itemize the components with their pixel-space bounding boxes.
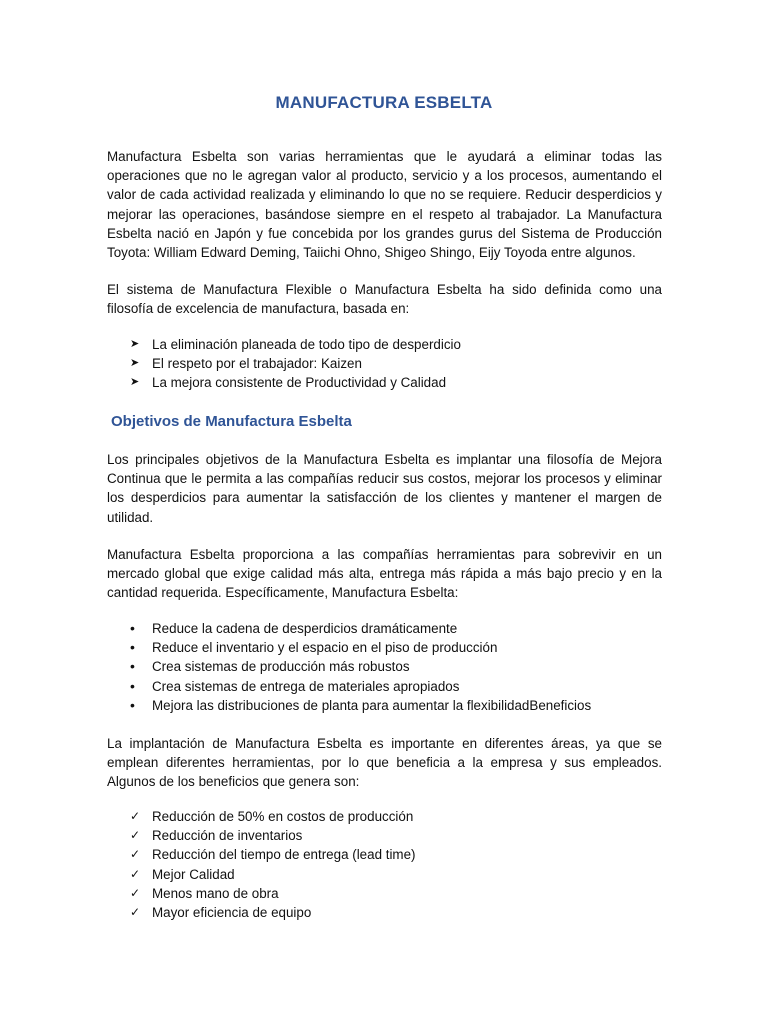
list-item xyxy=(130,619,591,638)
dot-bullet-icon: • xyxy=(130,620,135,636)
list-item-text: Crea sistemas de producción más robustos xyxy=(152,659,410,675)
list-item-text: La mejora consistente de Productividad y Calidad xyxy=(152,375,447,391)
principles-list xyxy=(130,335,461,393)
checkmark-icon: ✓ xyxy=(130,885,141,900)
list-item xyxy=(130,696,591,715)
dot-bullet-icon: • xyxy=(130,658,135,675)
list-item-text: Mejor Calidad xyxy=(152,866,235,882)
page-title: MANUFACTURA ESBELTA xyxy=(275,93,493,112)
list-item-text: Crea sistemas de entrega de materiales apropiados xyxy=(152,678,460,694)
list-item-text: Menos mano de obra xyxy=(152,885,279,901)
arrow-bullet-icon: ➤ xyxy=(130,357,140,370)
list-item-text: Reducción de 50% en costos de producción xyxy=(152,809,414,824)
list-item xyxy=(130,884,416,903)
list-item-text: Mejora las distribuciones de planta para aumentar la flexibilidadBeneficios xyxy=(152,697,592,713)
list-item-text: Reducción de inventarios xyxy=(152,828,303,844)
list-item xyxy=(130,845,416,864)
list-item-text: Reduce la cadena de desperdicios dramáticamente xyxy=(152,621,458,636)
list-item xyxy=(130,335,461,354)
benefits-list xyxy=(130,807,416,922)
list-item xyxy=(130,865,416,884)
section-heading: Objetivos de Manufactura Esbelta xyxy=(111,413,352,430)
list-item xyxy=(130,657,591,676)
dot-bullet-icon: • xyxy=(130,677,135,694)
definition-paragraph: El sistema de Manufactura Flexible o Manufactura Esbelta ha sido definida como una filosofía de excelencia de manufactura, basada en: xyxy=(107,282,662,317)
benefits-tools-list xyxy=(130,619,591,715)
list-item xyxy=(130,903,416,922)
list-item-text: El respeto por el trabajador: Kaizen xyxy=(152,356,362,372)
list-item-text: Reduce el inventario y el espacio en el piso de producción xyxy=(152,640,498,656)
intro-paragraph: Manufactura Esbelta son varias herramientas que le ayudará a eliminar todas las operaciones que no le agregan valor al producto, servicio y a los procesos, aumentando el valor de cada actividad realizada y eliminando lo que no se requiere. Reducir desperdicios y mejorar las operaciones, basándose siempre en el respeto al trabajador. La Manufactura Esbelta nació en Japón y fue concebida por los grandes gurus del Sistema de Producción Toyota: William Edward Deming, Taiichi Ohno, Shigeo Shingo, Eijy Toyoda entre algunos. xyxy=(107,149,662,261)
list-item-text: Reducción del tiempo de entrega (lead time) xyxy=(152,847,416,863)
checkmark-icon: ✓ xyxy=(130,847,141,862)
list-item xyxy=(130,826,416,845)
list-item xyxy=(130,677,591,696)
arrow-bullet-icon: ➤ xyxy=(130,338,140,350)
checkmark-icon: ✓ xyxy=(130,866,141,881)
checkmark-icon: ✓ xyxy=(130,809,141,823)
arrow-bullet-icon: ➤ xyxy=(130,376,140,389)
list-item xyxy=(130,807,416,826)
checkmark-icon: ✓ xyxy=(130,905,141,920)
list-item xyxy=(130,354,461,373)
dot-bullet-icon: • xyxy=(130,696,135,713)
tools-paragraph: Manufactura Esbelta proporciona a las compañías herramientas para sobrevivir en un mercado global que exige calidad más alta, entrega más rápida a más bajo precio y en la cantidad requerida. Específicamente, Manufactura Esbelta: xyxy=(107,547,662,601)
dot-bullet-icon: • xyxy=(130,639,135,656)
list-item-text: Mayor eficiencia de equipo xyxy=(152,905,312,921)
checkmark-icon: ✓ xyxy=(130,828,141,843)
list-item xyxy=(130,638,591,657)
list-item-text: La eliminación planeada de todo tipo de desperdicio xyxy=(152,337,461,352)
objectives-paragraph: Los principales objetivos de la Manufactura Esbelta es implantar una filosofía de Mejora Continua que le permita a las compañías reducir sus costos, mejorar los procesos y eliminar los desperdicios para aumentar la satisfacción de los clientes y mantener el margen de utilidad. xyxy=(107,452,662,525)
list-item xyxy=(130,373,461,392)
implementation-paragraph: La implantación de Manufactura Esbelta es importante en diferentes áreas, ya que se emplean diferentes herramientas, por lo que beneficia a la empresa y sus empleados. Algunos de los beneficios que genera son: xyxy=(107,736,662,790)
